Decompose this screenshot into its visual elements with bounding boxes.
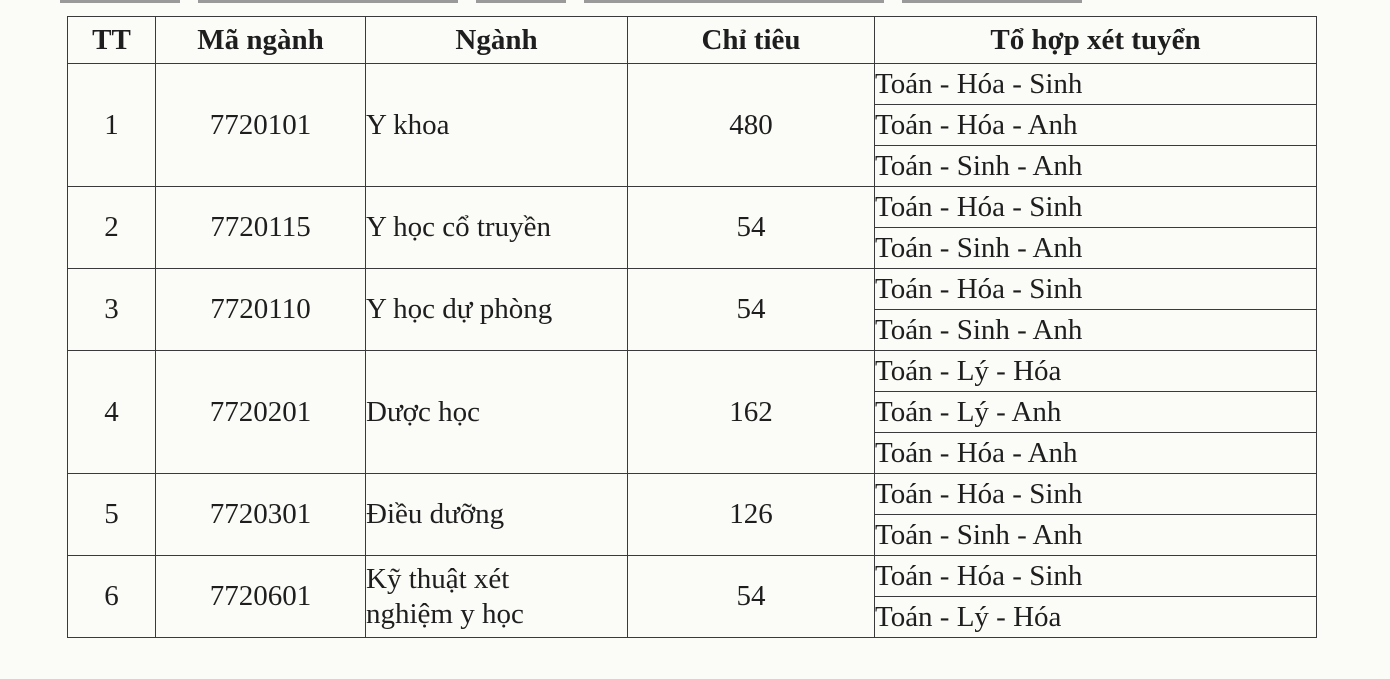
cell-code: 7720110 bbox=[156, 269, 366, 351]
cell-combo: Toán - Hóa - Sinh bbox=[875, 474, 1317, 515]
major-label: Y khoa bbox=[366, 108, 450, 141]
cell-quota: 480 bbox=[628, 64, 875, 187]
cell-tt: 6 bbox=[68, 556, 156, 638]
cell-quota: 54 bbox=[628, 187, 875, 269]
cell-combo: Toán - Hóa - Anh bbox=[875, 105, 1317, 146]
header-tt: TT bbox=[68, 17, 156, 64]
cell-quota: 54 bbox=[628, 556, 875, 638]
cell-tt: 1 bbox=[68, 64, 156, 187]
table-row bbox=[68, 556, 1317, 597]
admissions-table bbox=[67, 16, 1317, 638]
table-row bbox=[68, 187, 1317, 228]
major-label: Dược học bbox=[366, 395, 480, 428]
cell-tt: 3 bbox=[68, 269, 156, 351]
cell-major bbox=[366, 351, 628, 474]
cell-quota: 54 bbox=[628, 269, 875, 351]
cell-combo: Toán - Hóa - Sinh bbox=[875, 556, 1317, 597]
cell-code: 7720301 bbox=[156, 474, 366, 556]
header-major: Ngành bbox=[366, 17, 628, 64]
header-combo: Tổ hợp xét tuyển bbox=[875, 17, 1317, 64]
cell-quota: 126 bbox=[628, 474, 875, 556]
cell-code: 7720601 bbox=[156, 556, 366, 638]
table-header bbox=[68, 17, 1317, 64]
cell-combo: Toán - Hóa - Sinh bbox=[875, 269, 1317, 310]
cell-major bbox=[366, 64, 628, 187]
table-row bbox=[68, 64, 1317, 105]
cell-tt: 5 bbox=[68, 474, 156, 556]
cell-combo: Toán - Lý - Hóa bbox=[875, 351, 1317, 392]
cell-tt: 2 bbox=[68, 187, 156, 269]
cropped-text-line bbox=[60, 0, 1320, 14]
cell-combo: Toán - Hóa - Sinh bbox=[875, 187, 1317, 228]
header-quota: Chỉ tiêu bbox=[628, 17, 875, 64]
cell-combo: Toán - Sinh - Anh bbox=[875, 310, 1317, 351]
cell-major bbox=[366, 269, 628, 351]
cell-code: 7720101 bbox=[156, 64, 366, 187]
major-label: Y học cổ truyền bbox=[366, 211, 551, 244]
major-label: Điều dưỡng bbox=[366, 498, 505, 531]
cell-combo: Toán - Hóa - Anh bbox=[875, 433, 1317, 474]
cell-quota: 162 bbox=[628, 351, 875, 474]
cell-tt: 4 bbox=[68, 351, 156, 474]
cell-combo: Toán - Lý - Anh bbox=[875, 392, 1317, 433]
cell-combo: Toán - Sinh - Anh bbox=[875, 228, 1317, 269]
table-row bbox=[68, 351, 1317, 392]
table-row bbox=[68, 474, 1317, 515]
major-label: Kỹ thuật xét nghiệm y học bbox=[366, 562, 524, 630]
cell-combo: Toán - Sinh - Anh bbox=[875, 515, 1317, 556]
cell-major bbox=[366, 474, 628, 556]
header-row bbox=[68, 17, 1317, 64]
cell-combo: Toán - Sinh - Anh bbox=[875, 146, 1317, 187]
major-label: Y học dự phòng bbox=[366, 293, 553, 326]
cell-combo: Toán - Hóa - Sinh bbox=[875, 64, 1317, 105]
table-row bbox=[68, 269, 1317, 310]
cell-major bbox=[366, 187, 628, 269]
table-body bbox=[68, 64, 1317, 638]
cell-code: 7720115 bbox=[156, 187, 366, 269]
header-code: Mã ngành bbox=[156, 17, 366, 64]
cell-combo: Toán - Lý - Hóa bbox=[875, 597, 1317, 638]
cell-code: 7720201 bbox=[156, 351, 366, 474]
cell-major bbox=[366, 556, 628, 638]
